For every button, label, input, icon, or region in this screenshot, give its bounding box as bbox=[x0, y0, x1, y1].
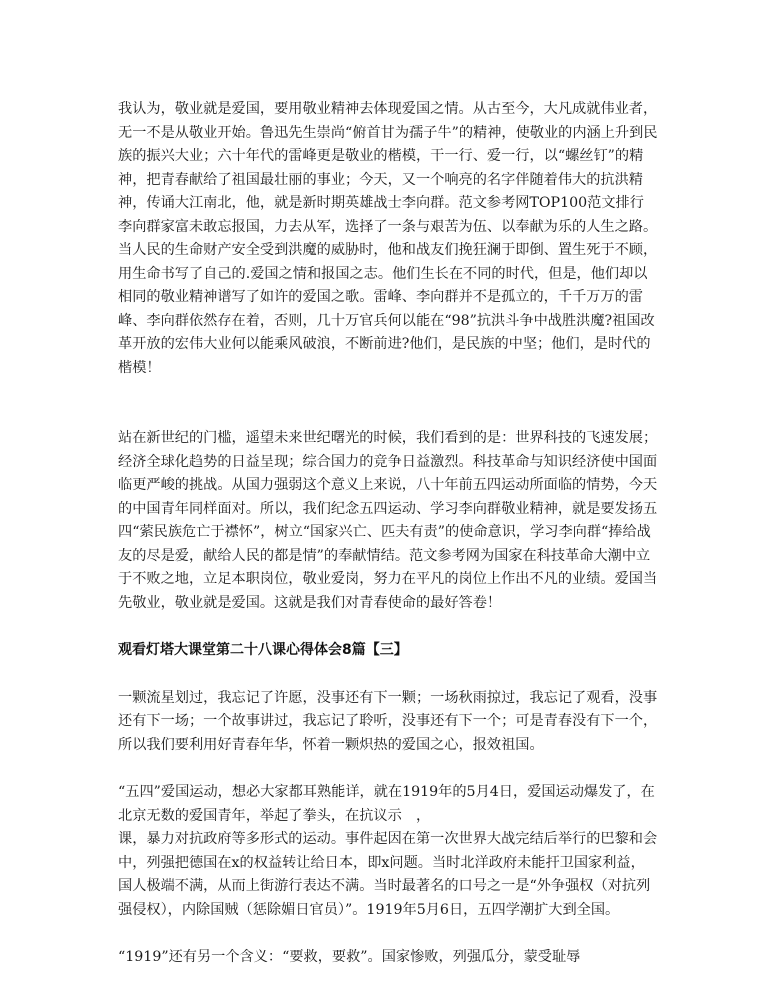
paragraph-dedication-patriotism: 我认为，敬业就是爱国，要用敬业精神去体现爱国之情。从古至今，大凡成就伟业者，无一不是从敬业开始。鲁迅先生崇尚“俯首甘为孺子牛”的精神，使敬业的内涵上升到民族的振兴大业；六十年代的雷峰更是敬业的楷模，干一行、爱一行，以“螺丝钉”的精神，把青春献给了祖国最壮丽的事业；今天，又一个响亮的名字伴随着伟大的抗洪精神，传诵大江南北，他，就是新时期英雄战士李向群。范文参考网TOP100范文排行李向群家富未敢忘报国，力去从军，选择了一条与艰苦为伍、以奉献为乐的人生之路。当人民的生命财产安全受到洪魔的威胁时，他和战友们挽狂澜于即倒、置生死于不顾，用生命书写了自己的.爱国之情和报国之志。他们生长在不同的时代，但是，他们却以相同的敬业精神谱写了如许的爱国之歌。雷峰、李向群并不是孤立的，千千万万的雷峰、李向群依然存在着，否则，几十万官兵何以能在“98”抗洪斗争中战胜洪魔?祖国改革开放的宏伟大业何以能乘风破浪，不断前进?他们，是民族的中坚；他们，是时代的楷模！ bbox=[118, 101, 658, 376]
paragraph-1919-meaning: “1919”还有另一个含义：“要救，要救”。国家惨败，列强瓜分，蒙受耻辱 bbox=[118, 949, 581, 965]
section-heading: 观看灯塔大课堂第二十八课心得体会8篇【三】 bbox=[118, 642, 408, 658]
paragraph-shooting-star: 一颗流星划过，我忘记了许愿，没事还有下一颗；一场秋雨掠过，我忘记了观看，没事还有下一场；一个故事讲过，我忘记了聆听，没事还有下一个；可是青春没有下一个，所以我们要利用好青春年华，怀着一颗炽热的爱国之心，报效祖国。 bbox=[118, 689, 658, 753]
paragraph-spacer bbox=[118, 663, 658, 687]
paragraph-new-century: 站在新世纪的门槛，遥望未来世纪曙光的时候，我们看到的是：世界科技的飞速发展；经济全球化趋势的日益呈现；综合国力的竞争日益激烈。科技革命与知识经济使中国面临更严峻的挑战。从国力强弱这个意义上来说，八十年前五四运动所面临的情势，今天的中国青年同样面对。所以，我们纪念五四运动、学习李向群敬业精神，就是要发扬五四“萦民族危亡于襟怀”，树立“国家兴亡、匹夫有责”的使命意识，学习李向群“捧给战友的尽是爱，献给人民的都是情”的奉献情结。范文参考网为国家在科技革命大潮中立于不败之地，立足本职岗位，敬业爱岗，努力在平凡的岗位上作出不凡的业绩。爱国当先敬业，敬业就是爱国。这就是我们对青春使命的最好答卷！ bbox=[118, 430, 658, 611]
paragraph-spacer bbox=[118, 922, 658, 946]
document-body bbox=[118, 98, 658, 970]
paragraph-spacer bbox=[118, 757, 658, 781]
paragraph-spacer bbox=[118, 380, 658, 427]
paragraph-may-fourth: “五四”爱国运动，想必大家都耳熟能详，就在1919年的5月4日，爱国运动爆发了，在北京无数的爱国青年，举起了拳头，在抗议示 ， 课，暴力对抗政府等多形式的运动。事件起因在第一次世界大战完结后举行的巴黎和会中，列强把德国在x的权益转让给日本，即x问题。当时北洋政府未能扞卫国家利益，国人极端不满，从而上街游行表达不满。当时最著名的口号之一是“外争强权（对抗列强侵权），内除国贼（惩除媚日官员）”。1919年5月6日，五四学潮扩大到全国。 bbox=[118, 784, 658, 918]
paragraph-spacer bbox=[118, 615, 658, 639]
